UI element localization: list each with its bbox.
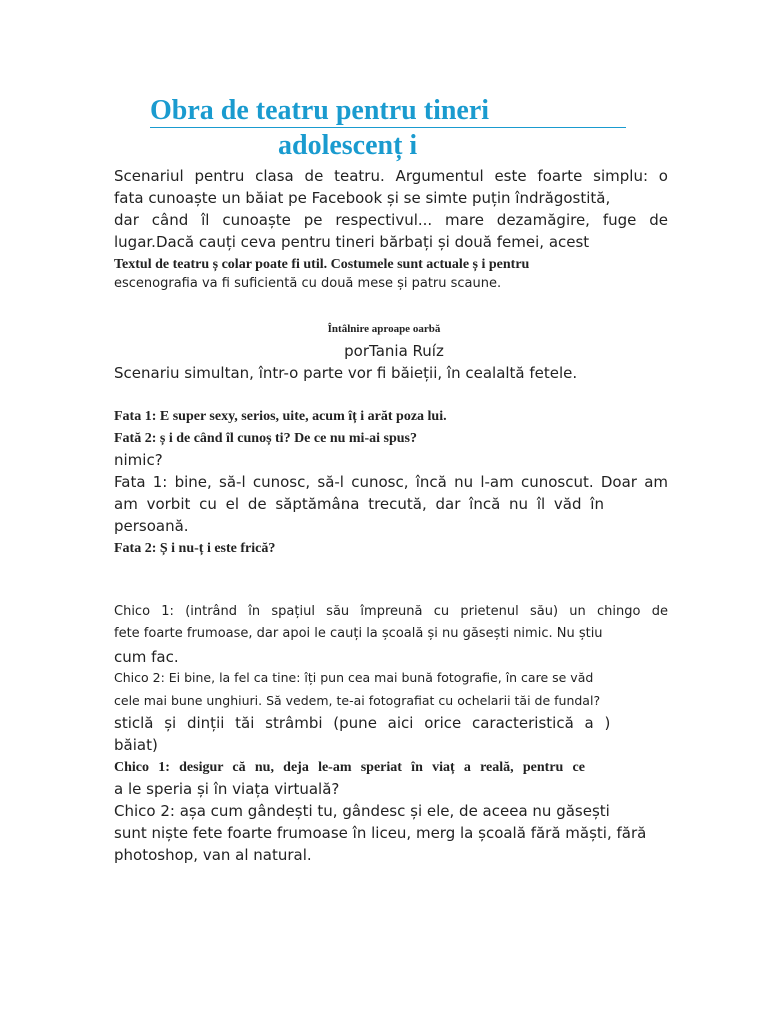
intro-line: Scenariul pentru clasa de teatru. Argumentul este foarte simplu: o (114, 167, 668, 185)
intro-line: Textul de teatru ș colar poate fi util. Costumele sunt actuale ș i pentru (114, 257, 530, 272)
dialogue-line: Fată 2: ș i de când îl cunoș ti? De ce nu mi-ai spus? (114, 431, 417, 446)
dialogue-line: Fata 2: Ș i nu-ț i este frică? (114, 541, 276, 556)
dialogue-line: cum fac. (114, 648, 179, 666)
dialogue-line: a le speria și în viața virtuală? (114, 780, 340, 798)
dialogue-line: Fata 1: bine, să-l cunosc, să-l cunosc, încă nu l-am cunoscut. Doar am (114, 473, 668, 491)
document-title-line-1: Obra de teatru pentru tineri (150, 95, 626, 128)
dialogue-line: Chico 2: așa cum gândești tu, gândesc și ele, de aceea nu găsești (114, 802, 610, 820)
dialogue-line: Chico 1: desigur că nu, deja le-am speriat în viaț a reală, pentru ce (114, 760, 585, 775)
dialogue-line: persoană. (114, 517, 189, 535)
document-title-line-2: adolescenț i (278, 130, 418, 161)
scene-subtitle: Întâlnire aproape oarbă (327, 323, 441, 335)
dialogue-line: cele mai bune unghiuri. Să vedem, te-ai fotografiat cu ochelarii tăi de fundal? (114, 693, 601, 708)
author-line: porTania Ruíz (344, 342, 444, 360)
dialogue-line: am vorbit cu el de săptămâna trecută, dar încă nu îl văd în (114, 495, 604, 513)
dialogue-line: sticlă și dinții tăi strâmbi (pune aici orice caracteristică a ) (114, 714, 611, 732)
dialogue-line: nimic? (114, 451, 163, 469)
dialogue-line: Chico 1: (intrând în spațiul său împreună cu prietenul său) un chingo de (114, 604, 668, 619)
intro-line: lugar.Dacă cauți ceva pentru tineri bărbați și două femei, acest (114, 233, 590, 251)
dialogue-line: Fata 1: E super sexy, serios, uite, acum îț i arăt poza lui. (114, 409, 447, 424)
scene-note: Scenariu simultan, într-o parte vor fi băieții, în cealaltă fetele. (114, 364, 578, 382)
dialogue-line: photoshop, van al natural. (114, 846, 312, 864)
dialogue-line: sunt niște fete foarte frumoase în liceu, merg la școală fără măști, fără (114, 824, 647, 842)
dialogue-line: Chico 2: Ei bine, la fel ca tine: îți pun cea mai bună fotografie, în care se văd (114, 670, 594, 685)
intro-line: fata cunoaște un băiat pe Facebook și se simte puțin îndrăgostită, (114, 189, 611, 207)
intro-line: escenografia va fi suficientă cu două mese și patru scaune. (114, 276, 502, 291)
intro-line: dar când îl cunoaște pe respectivul... mare dezamăgire, fuge de (114, 211, 668, 229)
dialogue-line: băiat) (114, 736, 158, 754)
dialogue-line: fete foarte frumoase, dar apoi le cauți la școală și nu găsești nimic. Nu știu (114, 626, 603, 641)
